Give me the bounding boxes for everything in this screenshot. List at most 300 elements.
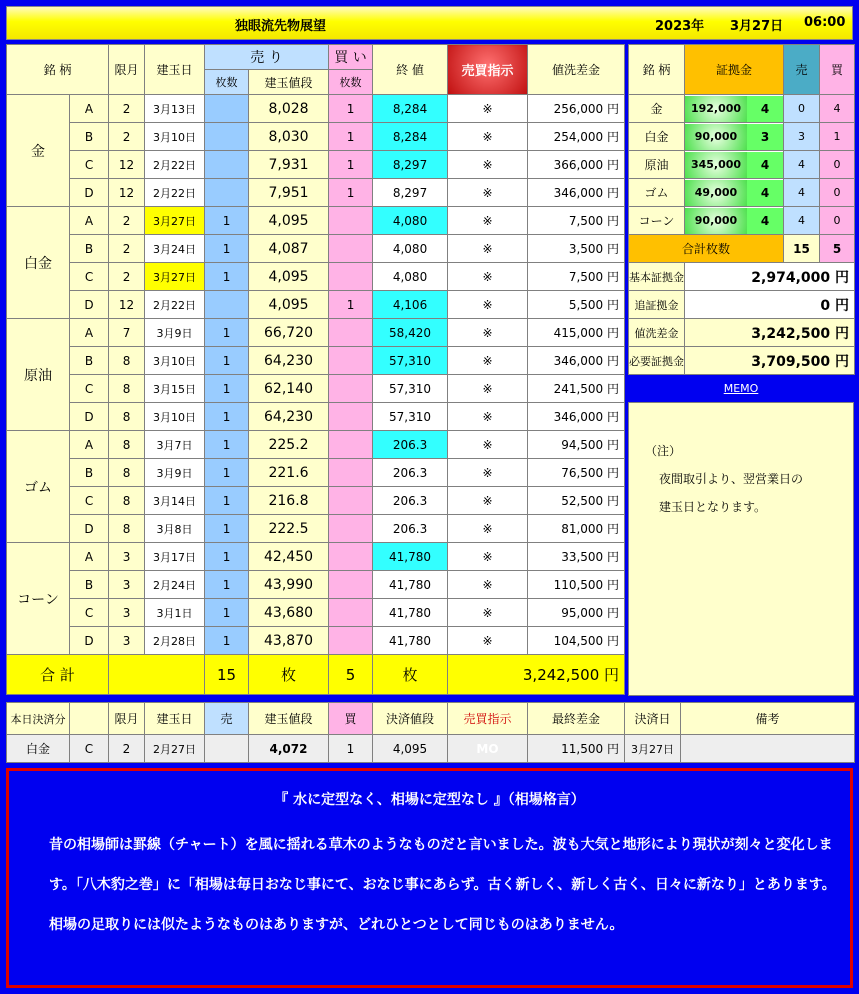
row-close: 41,780 [373, 599, 448, 627]
row-price: 64,230 [249, 403, 329, 431]
total-buy-unit: 枚 [373, 655, 448, 695]
row-month: 3 [109, 599, 145, 627]
row-price: 64,230 [249, 347, 329, 375]
row-buy-qty [329, 319, 373, 347]
settle-col-label: 本日決済分 [7, 703, 70, 735]
row-key: A [70, 95, 109, 123]
position-row [7, 571, 625, 599]
summary-value: 3,709,500 円 [685, 347, 855, 375]
memo-title[interactable]: MEMO [723, 382, 759, 395]
row-key: C [70, 487, 109, 515]
total-spacer [109, 655, 205, 695]
row-buy-qty [329, 599, 373, 627]
margin-row [629, 207, 855, 235]
row-sell-qty [205, 179, 249, 207]
row-date: 3月27日 [145, 207, 205, 235]
row-buy-qty [329, 487, 373, 515]
settle-key: C [70, 735, 109, 763]
col-sell: 売 り [205, 45, 329, 70]
row-month: 12 [109, 291, 145, 319]
row-date: 3月10日 [145, 123, 205, 151]
row-key: B [70, 123, 109, 151]
settle-note [681, 735, 855, 763]
header-time: 06:00 [804, 15, 846, 30]
row-price: 42,450 [249, 543, 329, 571]
row-diff: 256,000 円 [528, 95, 625, 123]
count-buy: 5 [820, 235, 855, 263]
group-name: 金 [7, 95, 70, 207]
row-price: 43,870 [249, 627, 329, 655]
row-month: 8 [109, 459, 145, 487]
summary-value: 3,242,500 円 [685, 319, 855, 347]
row-price: 4,095 [249, 291, 329, 319]
position-row [7, 263, 625, 291]
row-close: 8,297 [373, 179, 448, 207]
row-sell-qty: 1 [205, 263, 249, 291]
row-month: 3 [109, 627, 145, 655]
row-buy-qty [329, 207, 373, 235]
row-diff: 104,500 円 [528, 627, 625, 655]
margin-cell [685, 207, 784, 235]
row-diff: 76,500 円 [528, 459, 625, 487]
summary-label: 必要証拠金 [629, 347, 685, 375]
row-buy-qty [329, 571, 373, 599]
position-row [7, 207, 625, 235]
margin-buy: 0 [820, 151, 855, 179]
row-key: C [70, 263, 109, 291]
row-sell-qty: 1 [205, 571, 249, 599]
position-row [7, 291, 625, 319]
row-sell-qty: 1 [205, 515, 249, 543]
row-date: 3月9日 [145, 459, 205, 487]
margin-sell: 4 [784, 179, 820, 207]
row-order[interactable]: ※ [448, 347, 528, 375]
margin-table [628, 44, 855, 375]
row-diff: 7,500 円 [528, 207, 625, 235]
total-row [7, 655, 625, 695]
row-diff: 254,000 円 [528, 123, 625, 151]
row-price: 7,931 [249, 151, 329, 179]
position-row [7, 431, 625, 459]
row-key: D [70, 291, 109, 319]
row-diff: 33,500 円 [528, 543, 625, 571]
row-price: 8,030 [249, 123, 329, 151]
row-month: 8 [109, 403, 145, 431]
total-sell: 15 [205, 655, 249, 695]
settle-date: 2月27日 [145, 735, 205, 763]
row-date: 3月10日 [145, 347, 205, 375]
row-date: 3月27日 [145, 263, 205, 291]
position-row [7, 627, 625, 655]
row-order[interactable]: ※ [448, 543, 528, 571]
margin-row [629, 123, 855, 151]
col-date: 建玉日 [145, 45, 205, 95]
margin-count: 4 [747, 208, 783, 234]
row-close: 41,780 [373, 543, 448, 571]
col-order: 売買指示 [448, 45, 528, 95]
row-sell-qty: 1 [205, 487, 249, 515]
count-sell: 15 [784, 235, 820, 263]
summary-row [629, 263, 855, 291]
row-order[interactable]: ※ [448, 291, 528, 319]
settle-col-buy: 買 [329, 703, 373, 735]
row-key: D [70, 403, 109, 431]
settle-col-price: 建玉値段 [249, 703, 329, 735]
margin-name: ゴム [629, 179, 685, 207]
memo-line: （注） [645, 444, 682, 458]
settle-final: 11,500 円 [528, 735, 625, 763]
row-month: 12 [109, 151, 145, 179]
row-close: 8,284 [373, 123, 448, 151]
settle-col-blank [70, 703, 109, 735]
count-label: 合計枚数 [629, 235, 784, 263]
header-year: 2023年 [655, 19, 705, 34]
margin-row [629, 151, 855, 179]
settle-col-sprice: 決済値段 [373, 703, 448, 735]
row-buy-qty: 1 [329, 151, 373, 179]
margin-name: コーン [629, 207, 685, 235]
margin-buy: 0 [820, 179, 855, 207]
row-month: 8 [109, 431, 145, 459]
row-order[interactable]: ※ [448, 151, 528, 179]
settle-col-order: 売買指示 [448, 703, 528, 735]
total-label: 合 計 [7, 655, 109, 695]
row-month: 8 [109, 515, 145, 543]
total-buy: 5 [329, 655, 373, 695]
row-buy-qty: 1 [329, 179, 373, 207]
row-key: A [70, 319, 109, 347]
row-price: 216.8 [249, 487, 329, 515]
row-key: C [70, 151, 109, 179]
row-date: 3月10日 [145, 403, 205, 431]
row-key: B [70, 235, 109, 263]
row-sell-qty: 1 [205, 627, 249, 655]
summary-value: 0 円 [685, 291, 855, 319]
margin-count: 4 [747, 180, 783, 206]
row-month: 3 [109, 571, 145, 599]
row-price: 7,951 [249, 179, 329, 207]
row-order[interactable]: ※ [448, 207, 528, 235]
row-close: 206.3 [373, 431, 448, 459]
row-buy-qty [329, 375, 373, 403]
row-key: D [70, 179, 109, 207]
position-row [7, 375, 625, 403]
row-sell-qty: 1 [205, 319, 249, 347]
row-close: 57,310 [373, 375, 448, 403]
row-sell-qty: 1 [205, 459, 249, 487]
col-buy: 買 い [329, 45, 373, 70]
row-price: 4,087 [249, 235, 329, 263]
margin-name: 白金 [629, 123, 685, 151]
row-close: 4,106 [373, 291, 448, 319]
side-col-margin: 証拠金 [685, 45, 784, 95]
row-close: 8,297 [373, 151, 448, 179]
memo-line: 夜間取引より、翌営業日の [659, 472, 804, 486]
row-diff: 94,500 円 [528, 431, 625, 459]
row-date: 3月15日 [145, 375, 205, 403]
settle-col-final: 最終差金 [528, 703, 625, 735]
row-month: 8 [109, 347, 145, 375]
row-key: A [70, 543, 109, 571]
row-order[interactable]: ※ [448, 95, 528, 123]
row-key: C [70, 599, 109, 627]
row-close: 41,780 [373, 627, 448, 655]
settle-sprice: 4,095 [373, 735, 448, 763]
row-order[interactable]: ※ [448, 459, 528, 487]
margin-count: 4 [747, 96, 783, 122]
settle-price: 4,072 [249, 735, 329, 763]
row-buy-qty [329, 431, 373, 459]
row-price: 4,095 [249, 207, 329, 235]
settle-sell [205, 735, 249, 763]
row-price: 222.5 [249, 515, 329, 543]
margin-sell: 0 [784, 95, 820, 123]
row-sell-qty: 1 [205, 431, 249, 459]
row-close: 206.3 [373, 515, 448, 543]
position-row [7, 459, 625, 487]
row-month: 2 [109, 95, 145, 123]
margin-count: 3 [747, 124, 783, 150]
message-box [6, 768, 853, 988]
settle-buy: 1 [329, 735, 373, 763]
side-col-buy: 買 [820, 45, 855, 95]
margin-buy: 1 [820, 123, 855, 151]
margin-name: 原油 [629, 151, 685, 179]
row-date: 3月8日 [145, 515, 205, 543]
group-name: 白金 [7, 207, 70, 319]
margin-count: 4 [747, 152, 783, 178]
row-diff: 346,000 円 [528, 403, 625, 431]
row-order[interactable]: ※ [448, 319, 528, 347]
row-order[interactable]: ※ [448, 123, 528, 151]
position-row [7, 319, 625, 347]
row-diff: 52,500 円 [528, 487, 625, 515]
row-order[interactable]: ※ [448, 599, 528, 627]
col-buy-qty: 枚数 [329, 70, 373, 95]
side-col-name: 銘 柄 [629, 45, 685, 95]
margin-buy: 4 [820, 95, 855, 123]
settle-order[interactable]: MO [448, 735, 528, 763]
row-order[interactable]: ※ [448, 515, 528, 543]
row-diff: 7,500 円 [528, 263, 625, 291]
row-price: 66,720 [249, 319, 329, 347]
row-buy-qty: 1 [329, 95, 373, 123]
margin-value: 192,000 [685, 96, 747, 122]
row-close: 41,780 [373, 571, 448, 599]
row-close: 58,420 [373, 319, 448, 347]
row-sell-qty: 1 [205, 375, 249, 403]
row-price: 4,095 [249, 263, 329, 291]
margin-name: 金 [629, 95, 685, 123]
count-row [629, 235, 855, 263]
col-name: 銘 柄 [7, 45, 109, 95]
position-row [7, 123, 625, 151]
row-price: 62,140 [249, 375, 329, 403]
col-month: 限月 [109, 45, 145, 95]
total-value: 3,242,500 円 [448, 655, 625, 695]
row-date: 3月7日 [145, 431, 205, 459]
settle-sdate: 3月27日 [625, 735, 681, 763]
positions-table [6, 44, 625, 695]
position-row [7, 347, 625, 375]
total-sell-unit: 枚 [249, 655, 329, 695]
row-month: 3 [109, 543, 145, 571]
row-month: 8 [109, 375, 145, 403]
row-order[interactable]: ※ [448, 487, 528, 515]
row-order[interactable]: ※ [448, 375, 528, 403]
row-sell-qty: 1 [205, 207, 249, 235]
row-buy-qty [329, 347, 373, 375]
row-key: A [70, 207, 109, 235]
message-title: 『 水に定型なく、相場に定型なし 』（相場格言） [274, 792, 585, 808]
position-row [7, 543, 625, 571]
row-date: 2月24日 [145, 571, 205, 599]
row-close: 4,080 [373, 235, 448, 263]
row-key: B [70, 347, 109, 375]
row-sell-qty [205, 95, 249, 123]
row-sell-qty: 1 [205, 235, 249, 263]
col-diff: 値洗差金 [528, 45, 625, 95]
col-close: 終 値 [373, 45, 448, 95]
row-diff: 415,000 円 [528, 319, 625, 347]
row-buy-qty [329, 627, 373, 655]
row-diff: 3,500 円 [528, 235, 625, 263]
row-key: D [70, 627, 109, 655]
row-month: 2 [109, 207, 145, 235]
row-date: 3月14日 [145, 487, 205, 515]
row-diff: 95,000 円 [528, 599, 625, 627]
row-order[interactable]: ※ [448, 403, 528, 431]
row-order[interactable]: ※ [448, 179, 528, 207]
row-sell-qty: 1 [205, 347, 249, 375]
settle-month: 2 [109, 735, 145, 763]
row-order[interactable]: ※ [448, 571, 528, 599]
margin-cell [685, 151, 784, 179]
row-sell-qty: 1 [205, 543, 249, 571]
settle-name: 白金 [7, 735, 70, 763]
margin-row [629, 95, 855, 123]
margin-cell [685, 123, 784, 151]
summary-row [629, 291, 855, 319]
position-row [7, 403, 625, 431]
row-close: 206.3 [373, 459, 448, 487]
memo-line: 建玉日となります。 [659, 500, 767, 514]
row-key: C [70, 375, 109, 403]
row-sell-qty: 1 [205, 403, 249, 431]
summary-row [629, 347, 855, 375]
row-month: 7 [109, 319, 145, 347]
position-row [7, 151, 625, 179]
margin-value: 49,000 [685, 180, 747, 206]
row-sell-qty [205, 151, 249, 179]
row-date: 3月13日 [145, 95, 205, 123]
row-date: 2月22日 [145, 179, 205, 207]
row-date: 3月24日 [145, 235, 205, 263]
row-order[interactable]: ※ [448, 235, 528, 263]
col-price: 建玉値段 [249, 70, 329, 95]
settlement-table [6, 702, 855, 763]
row-close: 4,080 [373, 207, 448, 235]
row-date: 3月1日 [145, 599, 205, 627]
row-sell-qty: 1 [205, 599, 249, 627]
summary-label: 値洗差金 [629, 319, 685, 347]
row-diff: 241,500 円 [528, 375, 625, 403]
title-bar [6, 6, 853, 40]
row-diff: 81,000 円 [528, 515, 625, 543]
row-buy-qty [329, 515, 373, 543]
margin-sell: 4 [784, 207, 820, 235]
position-row [7, 179, 625, 207]
position-row [7, 599, 625, 627]
summary-label: 基本証拠金 [629, 263, 685, 291]
margin-value: 345,000 [685, 152, 747, 178]
row-buy-qty: 1 [329, 123, 373, 151]
row-order[interactable]: ※ [448, 263, 528, 291]
margin-cell [685, 95, 784, 123]
row-date: 2月22日 [145, 151, 205, 179]
row-diff: 110,500 円 [528, 571, 625, 599]
row-price: 221.6 [249, 459, 329, 487]
margin-row [629, 179, 855, 207]
settle-col-note: 備考 [681, 703, 855, 735]
row-diff: 346,000 円 [528, 347, 625, 375]
margin-value: 90,000 [685, 124, 747, 150]
group-name: ゴム [7, 431, 70, 543]
row-close: 57,310 [373, 403, 448, 431]
row-date: 3月17日 [145, 543, 205, 571]
row-diff: 346,000 円 [528, 179, 625, 207]
row-date: 2月28日 [145, 627, 205, 655]
summary-label: 追証拠金 [629, 291, 685, 319]
row-buy-qty [329, 543, 373, 571]
group-name: 原油 [7, 319, 70, 431]
row-diff: 366,000 円 [528, 151, 625, 179]
row-buy-qty [329, 403, 373, 431]
row-month: 8 [109, 487, 145, 515]
settle-col-date: 建玉日 [145, 703, 205, 735]
row-date: 2月22日 [145, 291, 205, 319]
row-month: 2 [109, 263, 145, 291]
row-buy-qty [329, 459, 373, 487]
row-order[interactable]: ※ [448, 431, 528, 459]
header-date: 3月27日 [730, 19, 784, 34]
row-diff: 5,500 円 [528, 291, 625, 319]
memo-box [628, 402, 854, 696]
row-month: 2 [109, 235, 145, 263]
row-price: 43,990 [249, 571, 329, 599]
row-price: 225.2 [249, 431, 329, 459]
row-sell-qty [205, 123, 249, 151]
group-name: コーン [7, 543, 70, 655]
row-close: 8,284 [373, 95, 448, 123]
col-sell-qty: 枚数 [205, 70, 249, 95]
margin-buy: 0 [820, 207, 855, 235]
summary-value: 2,974,000 円 [685, 263, 855, 291]
position-row [7, 235, 625, 263]
summary-row [629, 319, 855, 347]
row-close: 4,080 [373, 263, 448, 291]
row-date: 3月9日 [145, 319, 205, 347]
row-key: D [70, 515, 109, 543]
settle-col-sdate: 決済日 [625, 703, 681, 735]
page-title: 独眼流先物展望 [235, 19, 327, 34]
row-close: 206.3 [373, 487, 448, 515]
row-key: A [70, 431, 109, 459]
position-row [7, 95, 625, 123]
position-row [7, 515, 625, 543]
row-order[interactable]: ※ [448, 627, 528, 655]
position-row [7, 487, 625, 515]
